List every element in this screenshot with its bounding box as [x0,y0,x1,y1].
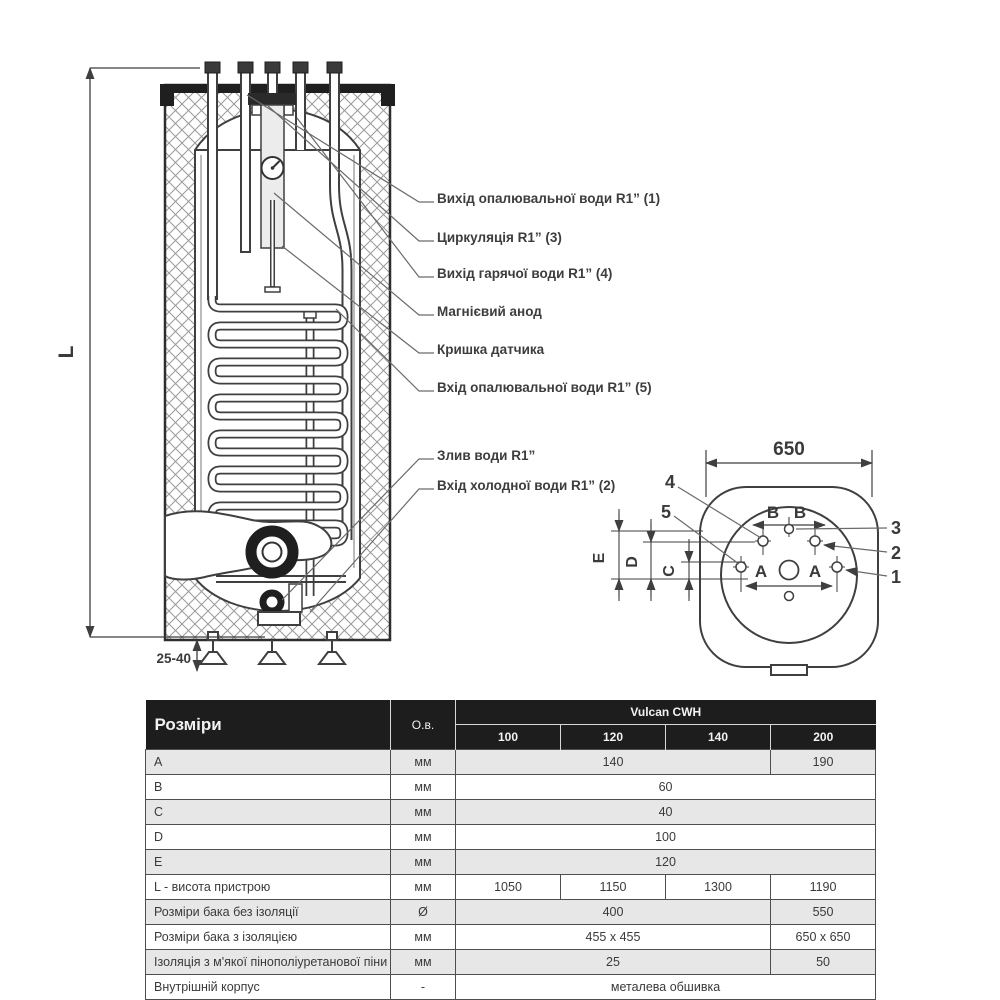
callout-heating-inlet: Вхід опалювальної води R1” (5) [437,380,652,395]
port-2-cold-inlet [810,536,820,546]
unit-cell: мм [391,750,456,775]
collar-step-right [284,105,293,115]
unit-cell: мм [391,800,456,825]
unit-cell: - [391,975,456,1000]
unit-cell: Ø [391,900,456,925]
dimD-label: D [624,556,641,568]
value-cell: 400 [456,900,771,925]
top-cap-nub-right [381,92,395,106]
dimension-label-cell: Розміри бака з ізоляцією [146,925,391,950]
gauge-pin [271,166,275,170]
callout-hot-outlet: Вихід гарячої води R1” (4) [437,266,613,281]
boiler-side-view [55,62,660,671]
sensor-collar [248,93,296,105]
dimA-left-label: A [754,562,768,581]
width-dim-label: 650 [773,439,805,460]
value-cell: 1300 [666,875,771,900]
pipe-cap [327,62,342,73]
clearance-dim-label: 25-40 [156,651,191,666]
foot-bolt [327,632,337,640]
dimB-right-label: B [793,503,807,522]
anode-port [780,561,799,580]
table-row [146,925,876,950]
drain-port-ring [263,593,281,611]
dimension-label-cell: D [146,825,391,850]
table-header [146,700,876,750]
value-cell: 50 [771,950,876,975]
dimension-label-cell: E [146,850,391,875]
port-3-circulation [785,525,794,534]
port-number-4: 4 [664,472,676,492]
table-row [146,950,876,975]
pipe-cap [238,62,253,73]
pipe-cap [265,62,280,73]
value-cell: 455 x 455 [456,925,771,950]
table-row [146,825,876,850]
boiler-top-view [591,439,901,675]
flange-inner [263,543,282,562]
model-col-140: 140 [666,725,771,750]
callout-heating-outlet: Вихід опалювальної води R1” (1) [437,191,661,206]
brand-header: Vulcan CWH [456,700,876,725]
foot-pad [319,652,345,664]
value-cell: 550 [771,900,876,925]
value-cell: 190 [771,750,876,775]
model-col-200: 200 [771,725,876,750]
value-cell: 650 x 650 [771,925,876,950]
size-header: Розміри [146,700,391,750]
dimB-left-label: B [766,503,780,522]
top-cap-nub-left [160,92,174,106]
table-row [146,750,876,775]
value-cell: 120 [456,850,876,875]
unit-cell: мм [391,875,456,900]
drain-stub [289,584,302,612]
callout-labels [437,191,660,493]
dimension-label-cell: Внутрішній корпус [146,975,391,1000]
value-cell: 25 [456,950,771,975]
port-number-5: 5 [660,502,672,522]
dimension-label-cell: Ізоляція з м'якої пінополіуретанової піни [146,950,391,975]
value-cell: 40 [456,800,876,825]
unit-cell: мм [391,850,456,875]
dimE-label: E [591,552,608,564]
unit-header: О.в. [391,700,456,750]
collar-step-left [252,105,261,115]
callout-cold-inlet: Вхід холодної води R1” (2) [437,478,616,493]
callout-sensor-cover: Кришка датчика [437,342,545,357]
height-dim-label: L [55,345,78,359]
dimension-label-cell: C [146,800,391,825]
callout-drain: Злив води R1” [437,448,536,463]
model-col-120: 120 [561,725,666,750]
drain-port [785,592,794,601]
dimension-label-cell: A [146,750,391,775]
value-cell: 1150 [561,875,666,900]
port-number-2: 2 [891,543,902,563]
unit-cell: мм [391,925,456,950]
table-row [146,775,876,800]
value-cell: 140 [456,750,771,775]
dimA-right-label: A [808,562,822,581]
unit-cell: мм [391,825,456,850]
value-cell: 60 [456,775,876,800]
table-row [146,800,876,825]
value-cell: металева обшивка [456,975,876,1000]
foot-pad [259,652,285,664]
table-row [146,850,876,875]
dimC-label: C [661,565,678,577]
unit-cell: мм [391,775,456,800]
callout-circulation: Циркуляція R1” (3) [437,230,562,245]
table-row [146,875,876,900]
dimension-label-cell: B [146,775,391,800]
pipe-cap [205,62,220,73]
dimension-label-cell: L - висота пристрою [146,875,391,900]
port-1-heating-outlet [832,562,842,572]
dimension-label-cell: Розміри бака без ізоляції [146,900,391,925]
port-number-3: 3 [891,518,902,538]
unit-cell: мм [391,950,456,975]
dimensions-table [145,700,875,994]
top-view-tab [771,665,807,675]
value-cell: 1050 [456,875,561,900]
foot-bolt [208,632,218,640]
table-row [146,975,876,1000]
table-row [146,900,876,925]
value-cell: 1190 [771,875,876,900]
foot-pad [200,652,226,664]
anode-rod-foot [265,287,280,292]
model-col-100: 100 [456,725,561,750]
bottom-tab [258,612,300,625]
callout-anode: Магнієвий анод [437,304,542,319]
pipe-cap [293,62,308,73]
port-number-1: 1 [891,567,902,587]
value-cell: 100 [456,825,876,850]
table-body [146,750,876,1000]
